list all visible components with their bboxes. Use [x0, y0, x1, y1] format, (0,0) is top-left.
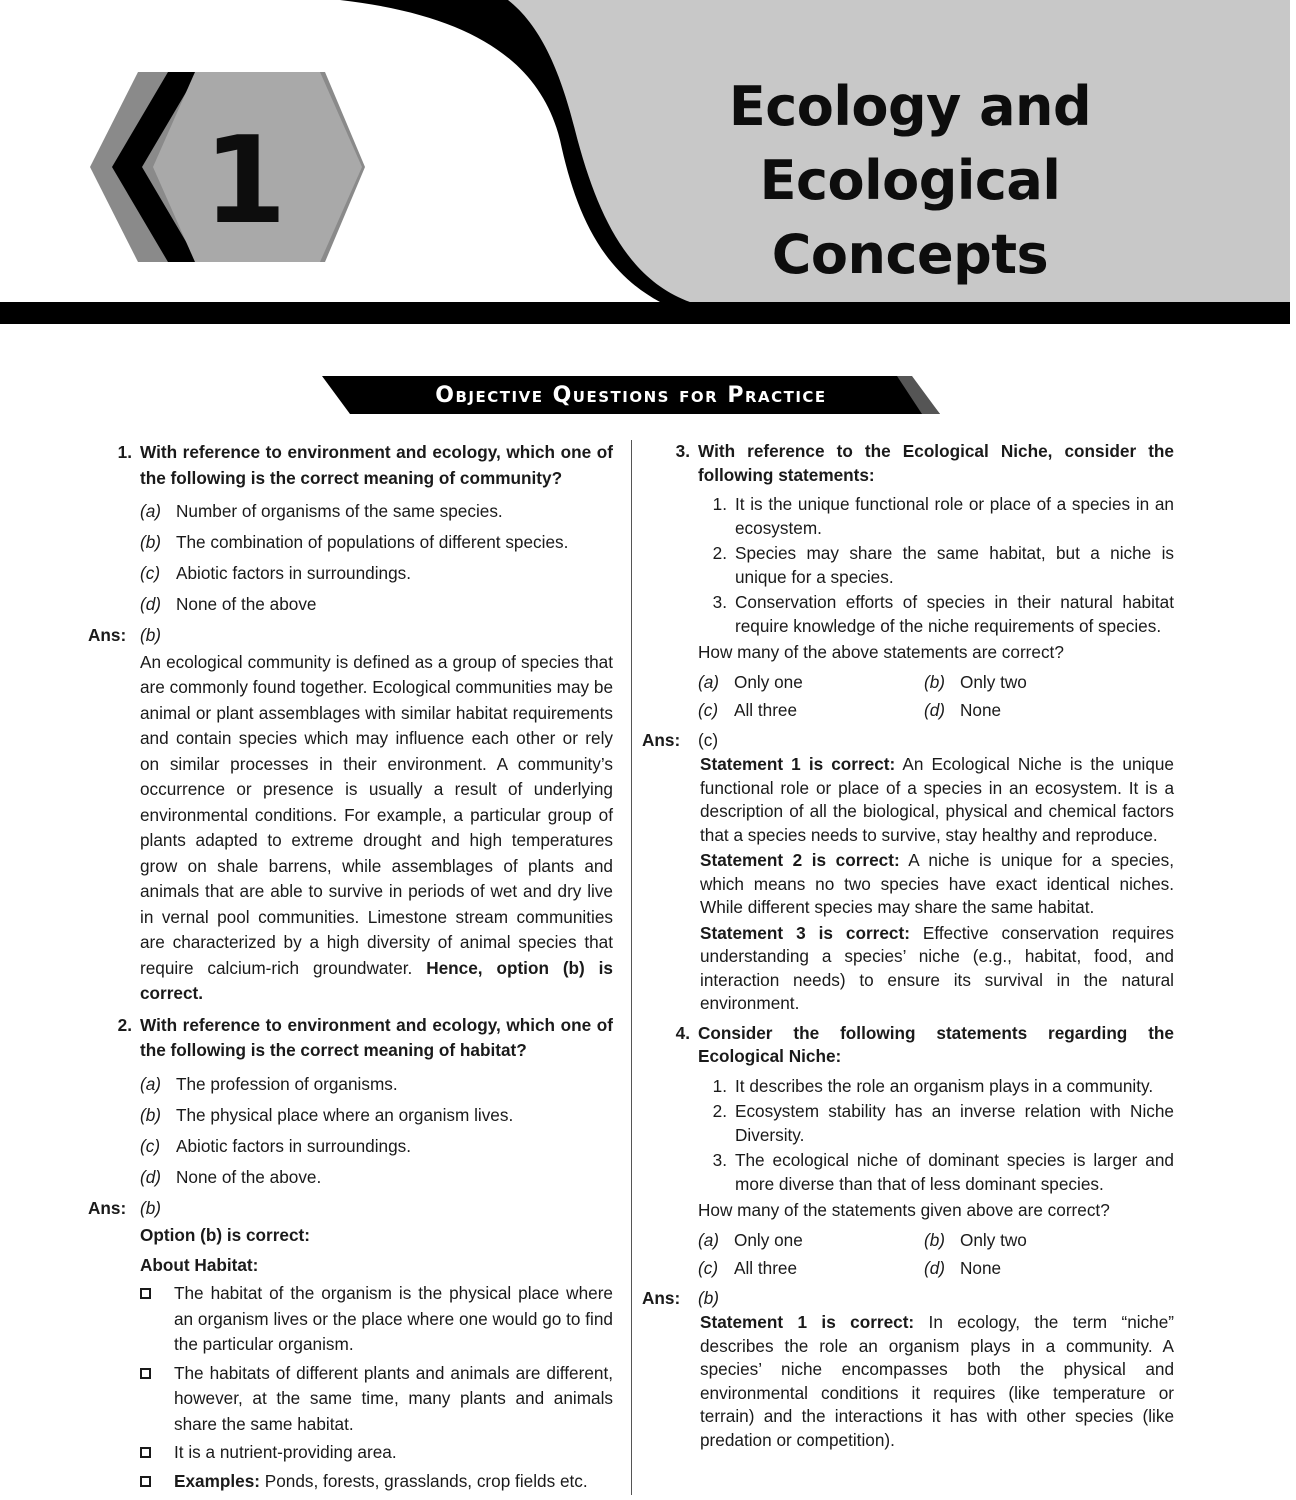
option-a: (a) The profession of organisms.: [140, 1073, 398, 1094]
statement-item: 2. Species may share the same habitat, but a niche is unique for a species.: [712, 543, 1174, 587]
option-b: (b) The physical place where an organism lives.: [140, 1104, 514, 1125]
answer-2: [88, 1196, 613, 1222]
option-d: (d) None: [924, 700, 1002, 720]
statement-list: [698, 1075, 1174, 1197]
answer-value: (c): [698, 729, 719, 750]
chapter-title-line-2: Ecological: [759, 149, 1061, 212]
question-text: With reference to the Ecological Niche, consider the following statements:: [698, 441, 1174, 485]
answer-1: [88, 623, 613, 649]
statement-explanation: Statement 3 is correct: Effective conservation requires understanding a species’ niche (e.g., habitat, food, and interaction needs) to ensure its survival in the natural environment.: [700, 922, 1174, 1013]
option-a: (a) Only one: [698, 671, 803, 692]
statement-explanation: Statement 1 is correct: In ecology, the term “niche” describes the role an organism plays in a community. A species’ niche encompasses both the physical and environmental conditions it requires (like temperature or terrain) and the interactions it has with other species (like predation or competition).: [700, 1312, 1175, 1450]
answer-value: (b): [698, 1287, 720, 1308]
option-c: (c) All three: [698, 700, 798, 720]
statement-explanation: Statement 1 is correct: An Ecological Niche is the unique functional role or place of a species in an ecosystem. It is a description of all the biological, physical and chemical factors that a species needs to survive, stay healthy and reproduce.: [700, 754, 1174, 845]
option-a: (a) Only one: [698, 1229, 803, 1250]
chapter-number: 1: [203, 112, 287, 251]
question-number: 3.: [675, 441, 690, 461]
option-b: (b) Only two: [924, 1229, 1027, 1250]
option-b: (b) Only two: [924, 671, 1027, 692]
options-grid: [698, 1228, 1174, 1282]
left-column: [88, 440, 613, 1497]
answer-value: (b): [140, 1197, 162, 1218]
right-column: [642, 440, 1175, 1454]
option-d: (d) None: [924, 1258, 1002, 1278]
checkbox-bullet-icon: [140, 1288, 151, 1299]
question-number: 2.: [117, 1014, 132, 1035]
question-3: [646, 440, 1174, 487]
answer-label: Ans:: [642, 1287, 681, 1308]
question-2: [88, 1013, 613, 1064]
bullet-item: The habitat of the organism is the physical place where an organism lives or the place where one would go to find the particular organism.: [140, 1281, 613, 1358]
option-d: (d) None of the above.: [140, 1166, 322, 1187]
chapter-title-line-1: Ecology and: [728, 75, 1092, 138]
section-banner: [322, 376, 940, 416]
question-text: With reference to environment and ecology, which one of the following is the correct meaning of community?: [140, 442, 613, 488]
bullet-item: The habitats of different plants and animals are different, however, at the same time, many plants and animals share the same habitat.: [140, 1361, 613, 1438]
question-number: 4.: [675, 1022, 690, 1043]
options-grid: [698, 670, 1174, 724]
question-text: Consider the following statements regarding the Ecological Niche:: [698, 1022, 1174, 1066]
checkbox-bullet-icon: [140, 1476, 151, 1487]
chapter-title: [700, 70, 1120, 292]
answer-4: [642, 1286, 1174, 1312]
answer-label: Ans:: [88, 625, 127, 645]
bullet-item: It is a nutrient-providing area.: [140, 1440, 613, 1466]
question-prompt: How many of the statements given above are correct?: [698, 1200, 1110, 1220]
statement-item: 3. Conservation efforts of species in their natural habitat require knowledge of the niche requirements of species.: [712, 592, 1174, 636]
checkbox-bullet-icon: [140, 1447, 151, 1458]
section-banner-text: Objective Questions for Practice: [435, 383, 827, 408]
question-4: [646, 1022, 1174, 1069]
column-divider: [631, 440, 632, 1495]
statement-explanation: Statement 2 is correct: A niche is unique for a species, which means no two species have exact identical niches. While different species may share the same habitat.: [700, 850, 1174, 917]
option-b: (b) The combination of populations of different species.: [140, 532, 569, 552]
statement-item: 2. Ecosystem stability has an inverse relation with Niche Diversity.: [712, 1101, 1174, 1145]
question-number: 1.: [117, 442, 132, 462]
answer-value: (b): [140, 625, 162, 645]
answer-label: Ans:: [88, 1197, 127, 1218]
question-1: [88, 440, 613, 491]
option-c: (c) Abiotic factors in surroundings.: [140, 563, 412, 583]
checkbox-bullet-icon: [140, 1368, 151, 1379]
statement-list: [698, 493, 1174, 638]
answer-3: [642, 728, 1174, 754]
option-c: (c) Abiotic factors in surroundings.: [140, 1135, 412, 1156]
correct-option-line: Option (b) is correct:: [140, 1225, 310, 1245]
question-prompt: How many of the above statements are correct?: [698, 642, 1064, 662]
about-habitat-heading: About Habitat:: [140, 1254, 259, 1275]
bullet-item: Examples: Ponds, forests, grasslands, crop fields etc.: [140, 1469, 613, 1495]
option-c: (c) All three: [698, 1258, 798, 1278]
option-d: (d) None of the above: [140, 594, 317, 614]
statement-item: 3. The ecological niche of dominant species is larger and more diverse than that of less dominant species.: [712, 1150, 1174, 1194]
answer-label: Ans:: [642, 729, 681, 750]
conclusion: Hence, option (b) is correct.: [140, 957, 613, 1003]
question-text: With reference to environment and ecology, which one of the following is the correct meaning of habitat?: [140, 1014, 613, 1060]
chapter-title-line-3: Concepts: [771, 223, 1049, 286]
option-a: (a) Number of organisms of the same species.: [140, 501, 503, 521]
explanation-1: An ecological community is defined as a group of species that are commonly found together. Ecological communities may be animal or plant assemblages with similar habitat requirements and contain species which may influence each other or rely on similar processes in their environment. A community’s occurrence or presence is usually a result of underlying environmental conditions. For example, a particular group of plants adapted to extreme drought and high temperatures grow on shale barrens, while assemblages of plants and animals that are able to survive in periods of wet and dry live in vernal pool communities. Limestone stream communities are characterized by a high diversity of animal species that require calcium-rich groundwater. Hence, option (b) is correct.: [140, 651, 613, 1003]
statement-item: 1. It is the unique functional role or place of a species in an ecosystem.: [712, 494, 1174, 538]
statement-item: 1. It describes the role an organism plays in a community.: [712, 1075, 1154, 1096]
